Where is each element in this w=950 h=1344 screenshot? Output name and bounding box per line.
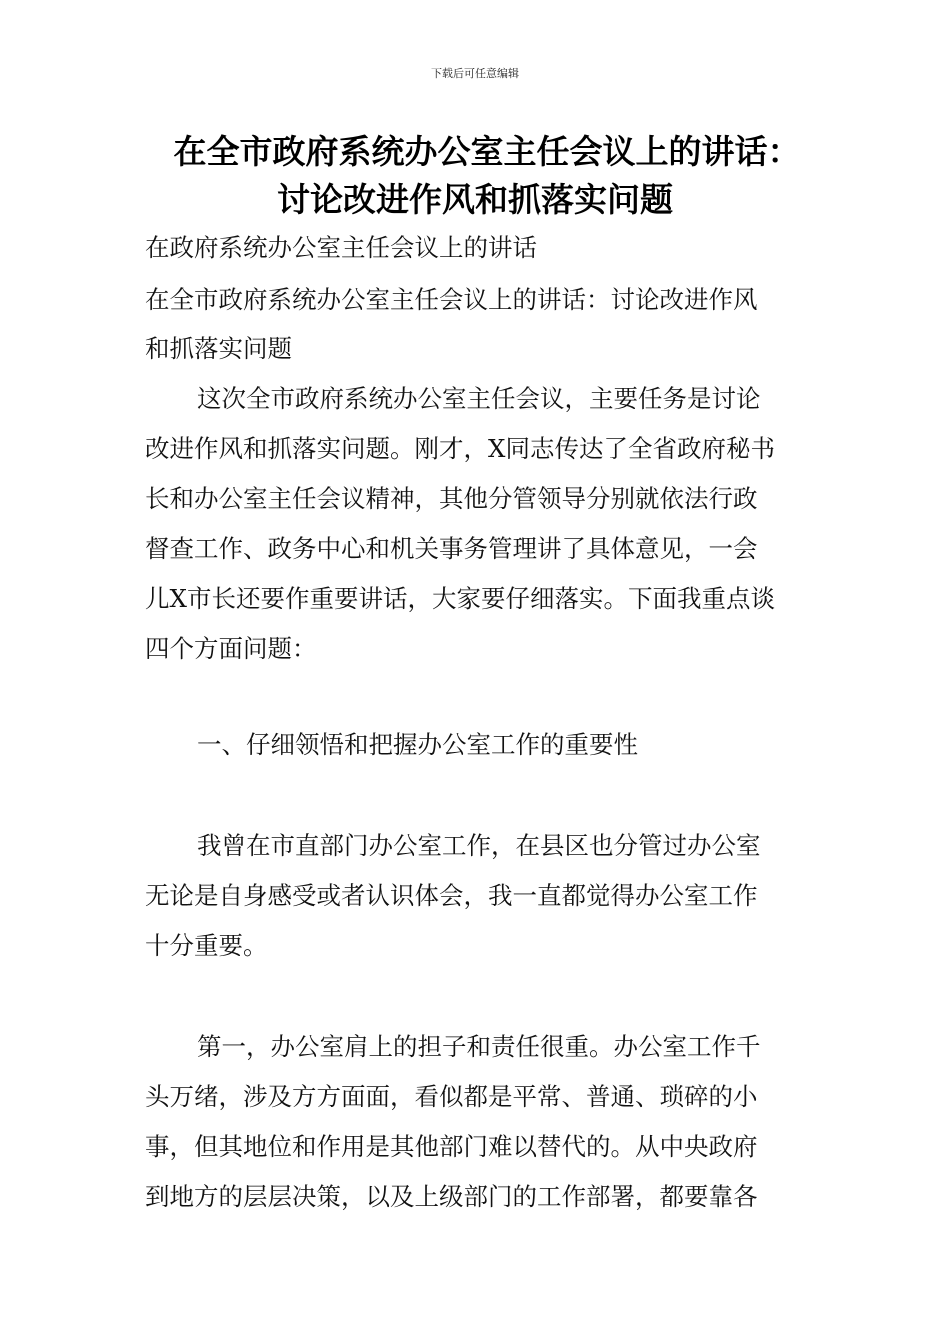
paragraph-line: 十分重要。 (145, 931, 268, 960)
paragraph-line: 头万绪，涉及方方面面，看似都是平常、普通、琐碎的小 (145, 1082, 758, 1111)
intro-paragraph-line: 督查工作、政务中心和机关事务管理讲了具体意见，一会 (145, 534, 758, 563)
paragraph-line: 第一，办公室肩上的担子和责任很重。办公室工作千 (197, 1032, 761, 1061)
repeat-title-line: 和抓落实问题 (145, 334, 292, 363)
header-note: 下载后可任意编辑 (431, 67, 519, 80)
paragraph-line: 到地方的层层决策，以及上级部门的工作部署，都要靠各 (145, 1182, 758, 1211)
intro-paragraph-line: 四个方面问题： (145, 634, 317, 663)
document-title-line-2: 讨论改进作风和抓落实问题 (277, 180, 673, 219)
intro-paragraph-line: 儿X市长还要作重要讲话，大家要仔细落实。下面我重点谈 (145, 584, 775, 613)
section-heading: 一、仔细领悟和把握办公室工作的重要性 (197, 730, 638, 759)
paragraph-line: 无论是自身感受或者认识体会，我一直都觉得办公室工作 (145, 881, 758, 910)
repeat-title-line: 在全市政府系统办公室主任会议上的讲话：讨论改进作风 (145, 285, 758, 314)
subtitle: 在政府系统办公室主任会议上的讲话 (145, 233, 537, 262)
document-title-line-1: 在全市政府系统办公室主任会议上的讲话： (173, 132, 801, 171)
intro-paragraph-line: 改进作风和抓落实问题。刚才，X同志传达了全省政府秘书 (145, 434, 775, 463)
intro-paragraph-line: 这次全市政府系统办公室主任会议，主要任务是讨论 (197, 384, 761, 413)
paragraph-line: 我曾在市直部门办公室工作，在县区也分管过办公室 (197, 831, 761, 860)
intro-paragraph-line: 长和办公室主任会议精神，其他分管领导分别就依法行政 (145, 484, 758, 513)
paragraph-line: 事，但其地位和作用是其他部门难以替代的。从中央政府 (145, 1132, 758, 1161)
